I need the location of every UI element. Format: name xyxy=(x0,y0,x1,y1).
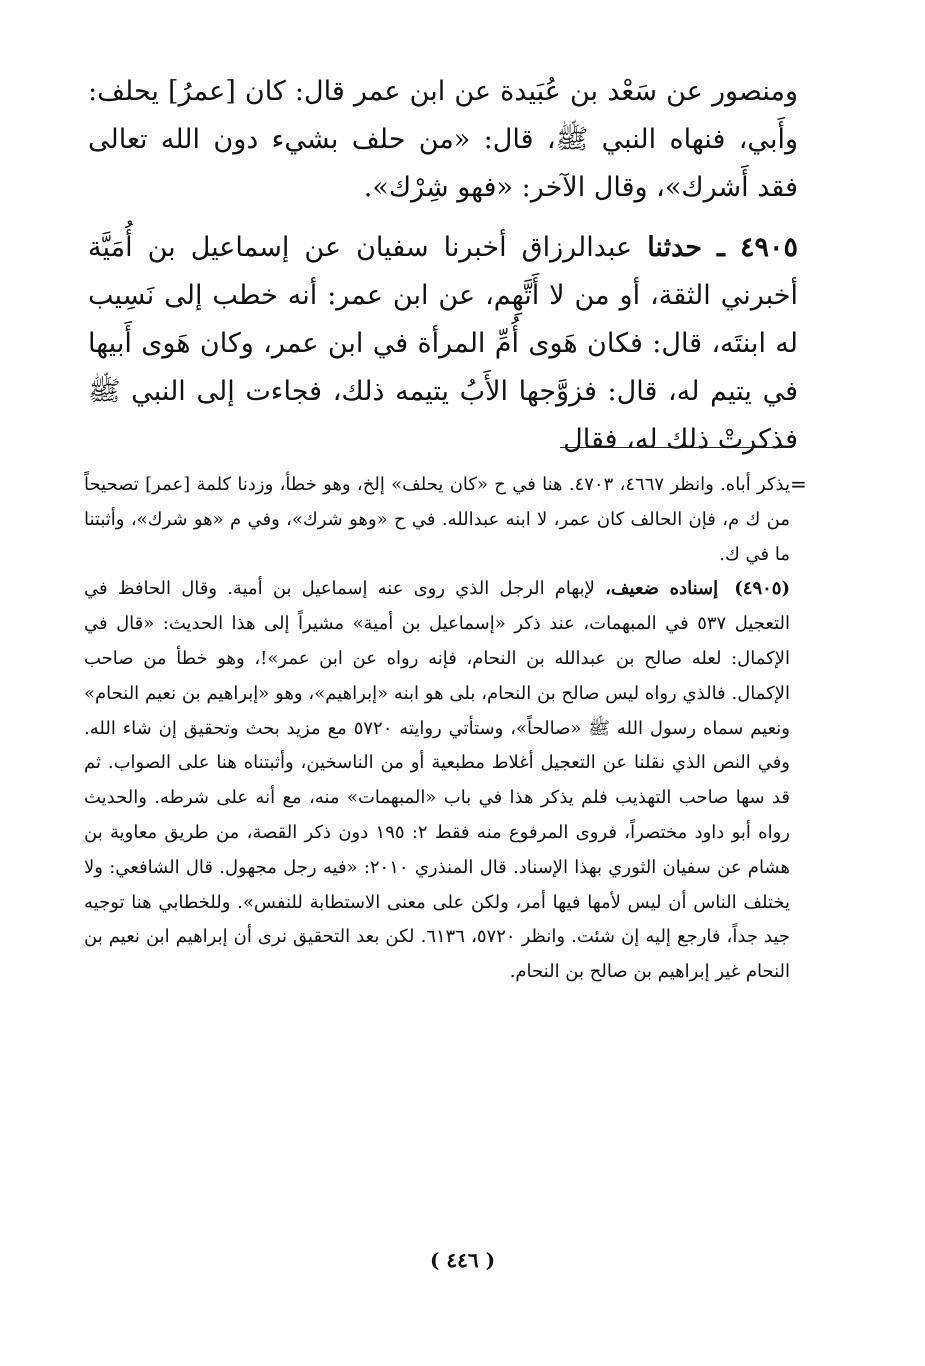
page-number: ( ٤٤٦ ) xyxy=(429,1248,496,1272)
hadith-dash: ـ xyxy=(717,232,725,263)
footnotes xyxy=(84,468,790,990)
footnote-separator xyxy=(560,447,792,448)
hadith-paragraph xyxy=(88,224,798,464)
footnote-verdict: إسناده ضعيف، xyxy=(605,578,719,600)
footnote-text: لإبهام الرجل الذي روى عنه إسماعيل بن أمية. وقال الحافظ في التعجيل ٥٣٧ في المبهمات، عند ذكر «إسماعيل بن أمية» مشيراً إلى هذا الحديث: «قال في الإكمال: لعله صالح بن عبدالله بن النحام، فإنه رواه عن ابن عمر»!، وهو خطأ من صاحب الإكمال. فالذي رواه ليس صالح بن النحام، بلى هو ابنه «إبراهيم»، وهو «إبراهيم بن نعيم النحام» ونعيم سماه رسول الله ﷺ «صالحاً»، وستأتي روايته ٥٧٢٠ مع مزيد بحث وتحقيق إن شاء الله. وفي النص الذي نقلنا عن التعجيل أغلاط مطبعية أو من الناسخين، وأثبتناه هنا على الصواب. ثم قد سها صاحب التهذيب فلم يذكر هذا في باب «المبهمات» منه، مع أنه على شرطه. والحديث رواه أبو داود مختصراً، فروى المرفوع منه فقط ٢: ١٩٥ دون ذكر القصة، من طريق معاوية بن هشام عن سفيان الثوري بهذا الإسناد. قال المنذري ٢٠١٠: «فيه رجل مجهول. قال الشافعي: ولا يختلف الناس أن ليس لأمها فيها أمر، ولكن على معنى الاستطابة للنفس». وللخطابي هنا توجيه جيد جداً، فارجع إليه إن شئت. وانظر ٥٧٢٠، ٦١٣٦. لكن بعد التحقيق نرى أن إبراهيم ابن نعيم بن النحام غير إبراهيم بن صالح بن النحام. xyxy=(84,578,791,983)
main-paragraph: ومنصور عن سَعْد بن عُبَيدة عن ابن عمر قال: كان [عمرُ] يحلف: وأَبي، فنهاه النبي ﷺ، قال: «من حلف بشيء دون الله تعالى فقد أَشرك»، وقال الآخر: «فهو شِرْك». xyxy=(88,76,798,203)
hadith-text: عبدالرزاق أخبرنا سفيان عن إسماعيل بن أُمَيَّة أخبرني الثقة، أو من لا أَتَّهِم، عن ابن عمر: أنه خطب إلى نَسِيب له ابنتَه، قال: فكان هَوى أُمِّ المرأة في ابن عمر، وكان هَوى أَبيها في يتيم له، قال: فزوَّجها الأَبُ يتيمه ذلك، فجاءت إلى النبي ﷺ فذكرتْ ذلك له، فقال xyxy=(88,232,798,455)
footnote-continued: يذكر أباه. وانظر ٤٦٦٧، ٤٧٠٣. هنا في ح «كان يحلف» إلخ، وهو خطأ، وزدنا كلمة [عمر] تصحيحاً من ك م، فإن الحالف كان عمر، لا ابنه عبدالله. في ح «وهو شرك»، وفي م «هو شرك»، وأثبتنا ما في ك. xyxy=(84,474,791,565)
hadith-keyword: حدثنا xyxy=(647,232,702,263)
main-text xyxy=(88,68,798,464)
hadith-number: ٤٩٠٥ xyxy=(739,232,798,263)
footnote-4905 xyxy=(84,572,790,990)
continuation-mark: = xyxy=(790,472,807,496)
footnote-ref: (٤٩٠٥) xyxy=(734,578,790,600)
